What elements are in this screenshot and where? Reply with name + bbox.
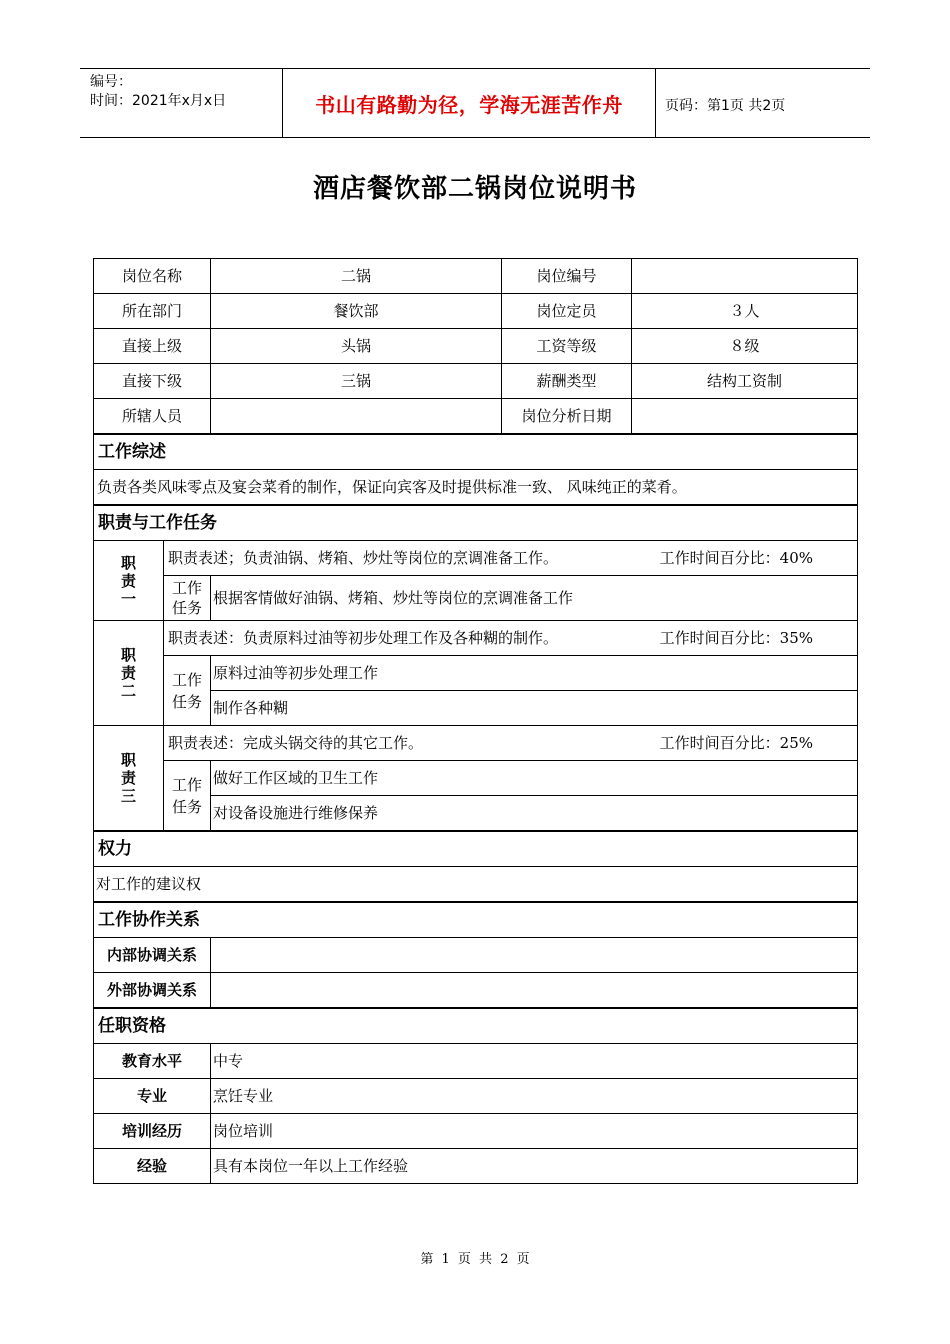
qualifications-heading: 任职资格 xyxy=(94,1008,858,1044)
staff-label: 所辖人员 xyxy=(94,399,211,435)
superior-label: 直接上级 xyxy=(94,329,211,364)
grade-label: 工资等级 xyxy=(502,329,632,364)
subordinate-label: 直接下级 xyxy=(94,364,211,399)
job-no-value xyxy=(632,259,858,294)
header-motto: 书山有路勤为径，学海无涯苦作舟 xyxy=(315,92,623,117)
headcount-label: 岗位定员 xyxy=(502,294,632,329)
summary-heading: 工作综述 xyxy=(94,434,858,470)
experience-value: 具有本岗位一年以上工作经验 xyxy=(211,1149,858,1184)
duty-label xyxy=(94,621,164,726)
table-row xyxy=(94,761,858,796)
document-title: 酒店餐饮部二锅岗位说明书 xyxy=(312,174,637,204)
pay-type-label: 薪酬类型 xyxy=(502,364,632,399)
duty-desc-text: 职责表述；负责油锅、烤箱、炒灶等岗位的烹调准备工作。 xyxy=(168,549,559,567)
table-row xyxy=(94,259,858,294)
page-header xyxy=(80,68,870,138)
internal-relations-label: 内部协调关系 xyxy=(94,938,211,973)
table-row xyxy=(94,505,858,541)
table-row xyxy=(94,1114,858,1149)
authority-heading: 权力 xyxy=(94,831,858,867)
page-footer: 第 1 页 共 2 页 xyxy=(420,1252,530,1267)
header-page-number: 页码：第1页 共2页 xyxy=(665,98,786,114)
table-row xyxy=(94,621,858,656)
duties-heading: 职责与工作任务 xyxy=(94,505,858,541)
table-row xyxy=(94,541,858,576)
task-item: 原料过油等初步处理工作 xyxy=(211,656,858,691)
experience-label: 经验 xyxy=(94,1149,211,1184)
header-divider xyxy=(655,69,656,137)
task-item: 对设备设施进行维修保养 xyxy=(211,796,858,832)
table-row xyxy=(94,973,858,1009)
internal-relations-value xyxy=(211,938,858,973)
superior-value: 头锅 xyxy=(211,329,502,364)
document-time: 时间：2021年x月x日 xyxy=(90,93,227,109)
authority-text: 对工作的建议权 xyxy=(94,867,858,903)
analysis-date-value xyxy=(632,399,858,435)
training-value: 岗位培训 xyxy=(211,1114,858,1149)
table-row xyxy=(94,364,858,399)
duty-label-text: 职责三 xyxy=(120,751,136,805)
major-label: 专业 xyxy=(94,1079,211,1114)
table-row xyxy=(94,1149,858,1184)
duty-description xyxy=(164,541,858,576)
relations-heading: 工作协作关系 xyxy=(94,902,858,938)
headcount-value: ３人 xyxy=(632,294,858,329)
header-meta xyxy=(90,73,226,111)
duty-desc-text: 职责表述：完成头锅交待的其它工作。 xyxy=(168,734,424,752)
task-label-text: 工作任务 xyxy=(171,670,202,711)
task-label xyxy=(164,761,211,832)
education-value: 中专 xyxy=(211,1044,858,1079)
staff-value xyxy=(211,399,502,435)
table-row xyxy=(94,329,858,364)
table-row xyxy=(94,656,858,691)
training-label: 培训经历 xyxy=(94,1114,211,1149)
task-label xyxy=(164,576,211,621)
duty-label-text: 职责二 xyxy=(120,646,136,700)
table-row xyxy=(94,1044,858,1079)
job-description-table xyxy=(93,258,858,1184)
table-row xyxy=(94,470,858,506)
table-row xyxy=(94,294,858,329)
duty-percentage: 工作时间百分比：35% xyxy=(659,629,814,647)
education-label: 教育水平 xyxy=(94,1044,211,1079)
table-row xyxy=(94,726,858,761)
duty-percentage: 工作时间百分比：40% xyxy=(659,549,814,567)
table-row xyxy=(94,434,858,470)
duty-label-text: 职责一 xyxy=(120,553,136,608)
task-item: 制作各种糊 xyxy=(211,691,858,726)
document-number: 编号： xyxy=(90,74,132,90)
job-no-label: 岗位编号 xyxy=(502,259,632,294)
task-label-text: 工作任务 xyxy=(171,579,202,617)
duty-percentage: 工作时间百分比：25% xyxy=(659,734,814,752)
table-row xyxy=(94,938,858,973)
external-relations-value xyxy=(211,973,858,1009)
duty-description xyxy=(164,621,858,656)
analysis-date-label: 岗位分析日期 xyxy=(502,399,632,435)
task-label xyxy=(164,656,211,726)
duty-label xyxy=(94,541,164,621)
pay-type-value: 结构工资制 xyxy=(632,364,858,399)
summary-text: 负责各类风味零点及宴会菜肴的制作，保证向宾客及时提供标准一致、 风味纯正的菜肴。 xyxy=(94,470,858,506)
dept-label: 所在部门 xyxy=(94,294,211,329)
table-row xyxy=(94,1008,858,1044)
task-item: 做好工作区域的卫生工作 xyxy=(211,761,858,796)
table-row xyxy=(94,831,858,867)
grade-value: ８级 xyxy=(632,329,858,364)
task-item: 根据客情做好油锅、烤箱、炒灶等岗位的烹调准备工作 xyxy=(211,576,858,621)
major-value: 烹饪专业 xyxy=(211,1079,858,1114)
table-row xyxy=(94,399,858,435)
duty-label xyxy=(94,726,164,832)
task-label-text: 工作任务 xyxy=(171,775,202,816)
table-row xyxy=(94,902,858,938)
duty-description xyxy=(164,726,858,761)
table-row xyxy=(94,576,858,621)
dept-value: 餐饮部 xyxy=(211,294,502,329)
table-row xyxy=(94,1079,858,1114)
job-name-value: 二锅 xyxy=(211,259,502,294)
job-name-label: 岗位名称 xyxy=(94,259,211,294)
duty-desc-text: 职责表述：负责原料过油等初步处理工作及各种糊的制作。 xyxy=(168,629,559,647)
subordinate-value: 三锅 xyxy=(211,364,502,399)
external-relations-label: 外部协调关系 xyxy=(94,973,211,1009)
table-row xyxy=(94,867,858,903)
